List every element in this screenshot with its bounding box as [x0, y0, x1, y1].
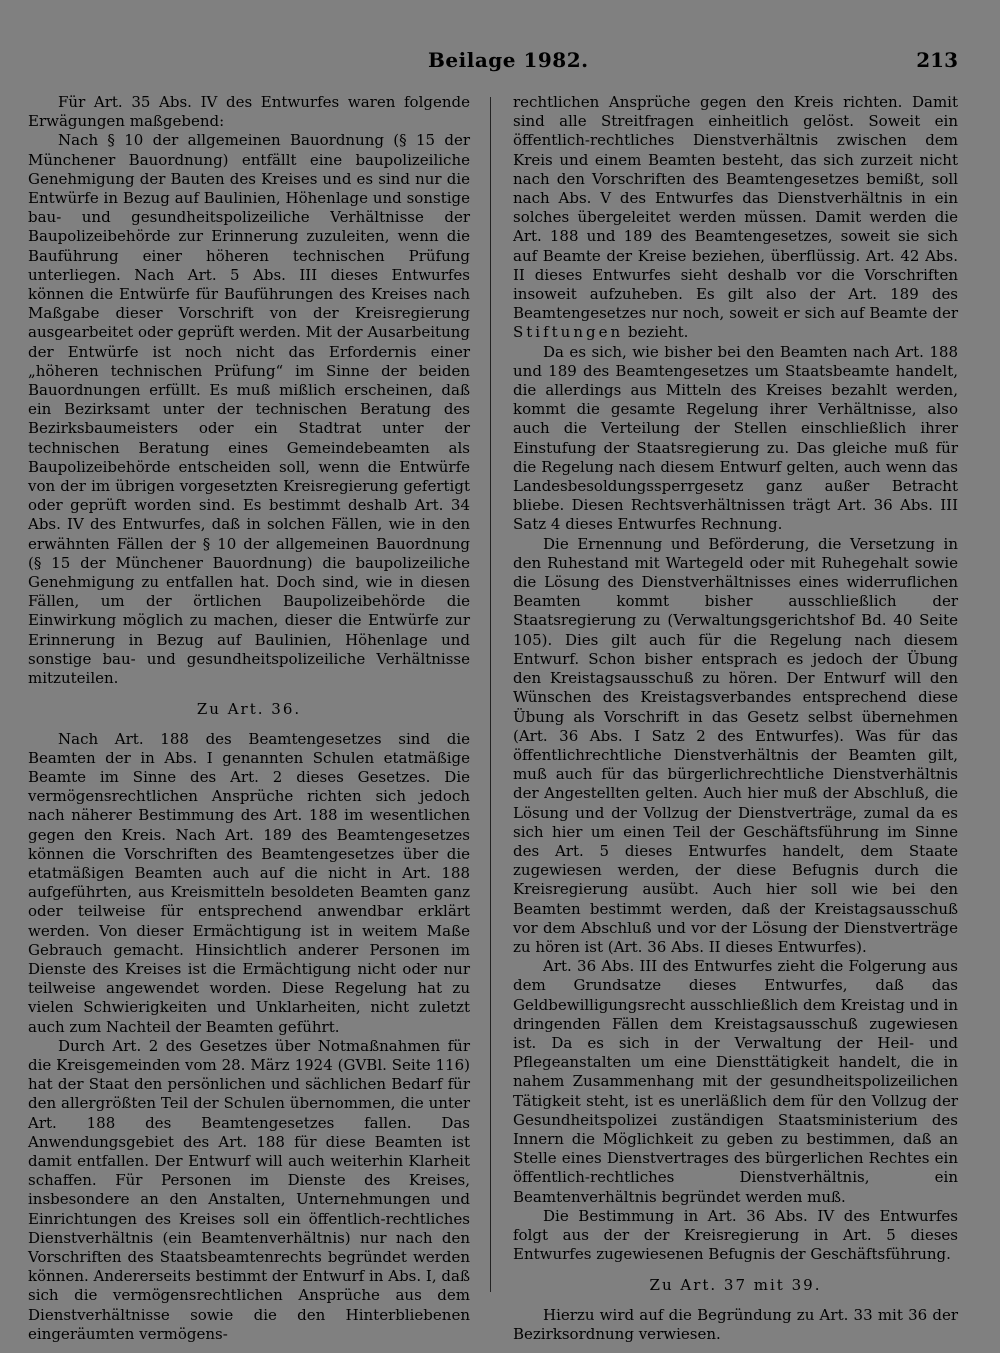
section-heading: Zu Art. 36. [196, 700, 302, 719]
spaced-word: Stiftungen [513, 323, 624, 342]
paragraph: Durch Art. 2 des Gesetzes über Notmaßnahmen für die Kreisgemeinden vom 28. März 1924 (GVBl. Seite 116) hat der Staat den persönlichen und sächlichen Bedarf für den allergrößten Teil der Schulen übernommen, die unter Art. 188 des Beamtengesetzes fallen. Das Anwendungsgebiet des Art. 188 für diese Beamten ist damit entfallen. Der Entwurf will auch weiterhin Klarheit schaffen. Für Personen im Dienste des Kreises, insbesondere an den Anstalten, Unternehmungen und Einrichtungen des Kreises soll ein öffentlich-rechtliches Dienstverhältnis (ein Beamtenverhältnis) nur nach den Vorschriften des Staatsbeamtenrechts begründet werden können. Andererseits bestimmt der Entwurf in Abs. I, daß sich die vermögensrechtlichen Ansprüche aus dem Dienstverhältnisse sowie die den Hinterbliebenen eingeräumten vermögens- [28, 1036, 470, 1343]
column-divider [490, 97, 491, 1292]
left-column [28, 93, 470, 1344]
page-header [0, 48, 1000, 78]
paragraph-text: rechtlichen Ansprüche gegen den Kreis richten. Damit sind alle Streitfragen einheitlich gelöst. Soweit ein öffentlich-rechtliches Dienstverhältnis zwischen dem Kreis und einem Beamten besteht, das sich zurzeit nicht nach den Vorschriften des Beamtengesetzes bemißt, soll nach Abs. V des Entwurfes das Dienstverhältnis in ein solches übergeleitet werden müssen. Damit werden die Art. 188 und 189 des Beamtengesetzes, soweit sie sich auf Beamte der Kreise beziehen, überflüssig. Art. 42 Abs. II dieses Entwurfes sieht deshalb vor die Vorschriften insoweit aufzuheben. Es gilt also der Art. 189 des Beamtengesetzes nur noch, soweit er sich auf Beamte der [513, 93, 958, 323]
paragraph [513, 93, 958, 343]
section-heading: Zu Art. 37 mit 39. [649, 1276, 822, 1295]
paragraph-end: bezieht. [627, 323, 689, 342]
paragraph: Hierzu wird auf die Begründung zu Art. 33 mit 36 der Bezirksordnung verwiesen. [513, 1305, 958, 1343]
paragraph: Da es sich, wie bisher bei den Beamten nach Art. 188 und 189 des Beamtengesetzes um Staatsbeamte handelt, die allerdings aus Mitteln des Kreises bezahlt werden, kommt die gesamte Regelung ihrer Verhältnisse, also auch die Verteilung der Stellen einschließlich ihrer Einstufung der Staatsregierung zu. Das gleiche muß für die Regelung nach diesem Entwurf gelten, auch wenn das Landesbesoldungssperrgesetz ganz außer Betracht bliebe. Diesen Rechtsverhältnissen trägt Art. 36 Abs. III Satz 4 dieses Entwurfes Rechnung. [513, 342, 958, 534]
paragraph: Die Ernennung und Beförderung, die Versetzung in den Ruhestand mit Wartegeld oder mit Ruhegehalt sowie die Lösung des Dienstverhältnisses eines widerruflichen Beamten kommt bisher ausschließlich der Staatsregierung zu (Verwaltungsgerichtshof Bd. 40 Seite 105). Dies gilt auch für die Regelung nach diesem Entwurf. Schon bisher entsprach es jedoch der Übung den Kreistagsausschuß zu hören. Der Entwurf will den Wünschen des Kreistagsverbandes entsprechend diese Übung als Vorschrift in das Gesetz selbst übernehmen (Art. 36 Abs. I Satz 2 des Entwurfes). Was für das öffentlichrechtliche Dienstverhältnis der Beamten gilt, muß auch für das bürgerlichrechtliche Dienstverhältnis der Angestellten gelten. Auch hier muß der Abschluß, die Lösung und der Vollzug der Dienstverträge, zumal da es sich hier um einen Teil der Geschäftsführung im Sinne des Art. 5 dieses Entwurfes handelt, dem Staate zugewiesen werden, der diese Befugnis durch die Kreisregierung ausübt. Auch hier soll wie bei den Beamten bestimmt werden, daß der Kreistagsausschuß vor dem Abschluß und vor der Lösung der Dienstverträge zu hören ist (Art. 36 Abs. II dieses Entwurfes). [513, 534, 958, 956]
paragraph: Art. 36 Abs. III des Entwurfes zieht die Folgerung aus dem Grundsatze dieses Entwurfes, daß das Geldbewilligungsrecht ausschließlich dem Kreistag und in dringenden Fällen dem Kreistagsausschuß zugewiesen ist. Da es sich in der Verwaltung der Heil- und Pflegeanstalten um eine Diensttätigkeit handelt, die in nahem Zusammenhang mit der gesundheitspolizeilichen Tätigkeit steht, ist es unerläßlich dem für den Vollzug der Gesundheitspolizei zuständigen Staatsministerium des Innern die Möglichkeit zu geben zu bestimmen, daß an Stelle eines Dienstvertrages des bürgerlichen Rechtes ein öffentlich-rechtliches Dienstverhältnis, ein Beamtenverhältnis begründet werden muß. [513, 957, 958, 1206]
paragraph: Nach Art. 188 des Beamtengesetzes sind die Beamten der in Abs. I genannten Schulen etatmäßige Beamte im Sinne des Art. 2 dieses Gesetzes. Die vermögensrechtlichen Ansprüche richten sich jedoch nach näherer Bestimmung des Art. 188 im wesentlichen gegen den Kreis. Nach Art. 189 des Beamtengesetzes können die Vorschriften des Beamtengesetzes über die etatmäßigen Beamten auch auf die nicht in Art. 188 aufgeführten, aus Kreismitteln besoldeten Beamten ganz oder teilweise für entsprechend anwendbar erklärt werden. Von dieser Ermächtigung ist in weitem Maße Gebrauch gemacht. Hinsichtlich anderer Personen im Dienste des Kreises ist die Ermächtigung nicht oder nur teilweise angewendet worden. Diese Regelung hat zu vielen Schwierigkeiten und Unklarheiten, nicht zuletzt auch zum Nachteil der Beamten geführt. [28, 729, 470, 1036]
right-column [513, 93, 958, 1344]
page-title: Beilage 1982. [428, 48, 589, 72]
paragraph: Die Bestimmung in Art. 36 Abs. IV des Entwurfes folgt aus der der Kreisregierung in Art. 5 dieses Entwurfes zugewiesenen Befugnis der Geschäftsführung. [513, 1206, 958, 1264]
page-number: 213 [916, 48, 958, 72]
paragraph: Für Art. 35 Abs. IV des Entwurfes waren folgende Erwägungen maßgebend: [28, 93, 470, 131]
paragraph: Nach § 10 der allgemeinen Bauordnung (§ 15 der Münchener Bauordnung) entfällt eine baupolizeiliche Genehmigung der Bauten des Kreises und es sind nur die Entwürfe in Bezug auf Baulinien, Höhenlage und sonstige bau- und gesundheitspolizeiliche Verhältnisse der Baupolizeibehörde zur Erinnerung zuzuleiten, wenn die Bauführung einer höheren technischen Prüfung unterliegen. Nach Art. 5 Abs. III dieses Entwurfes können die Entwürfe für Bauführungen des Kreises nach Maßgabe dieser Vorschrift von der Kreisregierung ausgearbeitet oder geprüft werden. Mit der Ausarbeitung der Entwürfe ist noch nicht das Erfordernis einer „höheren technischen Prüfung“ im Sinne der beiden Bauordnungen erfüllt. Es muß mißlich erscheinen, daß ein Bezirksamt unter der technischen Beratung des Bezirksbaumeisters oder ein Stadtrat unter der technischen Beratung eines Gemeindebeamten als Baupolizeibehörde entscheiden soll, wenn die Entwürfe von der im übrigen vorgesetzten Kreisregierung gefertigt oder geprüft worden sind. Es bestimmt deshalb Art. 34 Abs. IV des Entwurfes, daß in solchen Fällen, wie in den erwähnten Fällen der § 10 der allgemeinen Bauordnung (§ 15 der Münchener Bauordnung) die baupolizeiliche Genehmigung zu entfallen hat. Doch sind, wie in diesen Fällen, um der örtlichen Baupolizeibehörde die Einwirkung möglich zu machen, dieser die Entwürfe zur Erinnerung in Bezug auf Baulinien, Höhenlage und sonstige bau- und gesundheitspolizeiliche Verhältnisse mitzuteilen. [28, 131, 470, 688]
